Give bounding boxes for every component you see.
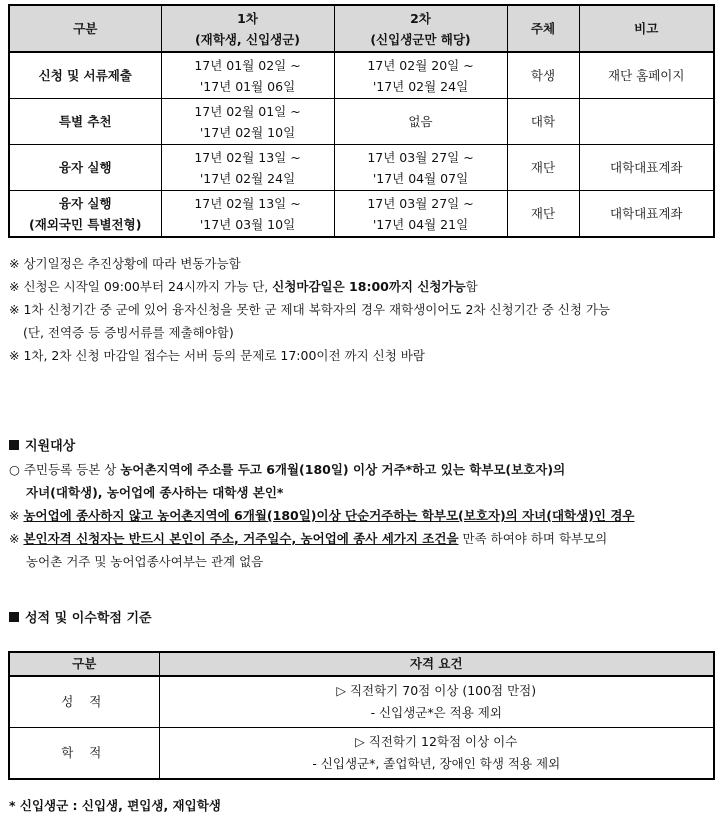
note-deadline-emphasis: 신청마감일은 18:00까지 신청가능: [272, 279, 466, 294]
eligibility-line: 농어촌 거주 및 농어업종사여부는 관계 없음: [26, 554, 264, 569]
note-mark: ※: [9, 508, 24, 523]
period-end: '17년 01월 06일: [199, 78, 296, 94]
note-deadline-server: ※ 1차, 2차 신청 마감일 접수는 서버 등의 문제로 17:00이전 까지 신청 바람: [9, 348, 425, 363]
eligibility-emphasis: 농어촌지역에 주소를 두고 6개월(180일) 이상 거주*하고 있는 학부모(보호자)의: [120, 462, 566, 477]
requirement-exception: - 신입생군*은 적용 제외: [370, 705, 502, 720]
remarks-cell: 재단 홈페이지: [579, 52, 714, 99]
grades-header-row: [9, 652, 714, 676]
header-remarks: 비고: [579, 5, 714, 52]
eligibility-line: [9, 458, 715, 481]
requirement-main: ▷ 직전학기 12학점 이상 이수: [355, 734, 518, 749]
table-row: [9, 99, 714, 145]
section-heading-support: [9, 435, 75, 454]
period-start: 17년 02월 13일 ~: [194, 195, 301, 211]
subject-cell: 재단: [507, 145, 579, 191]
row-label-main: 융자 실행: [58, 195, 112, 211]
header-round2: [334, 5, 507, 52]
note-application-time: [9, 275, 715, 298]
row-label: 신청 및 서류제출: [9, 52, 161, 99]
remarks-cell: 대학대표계좌: [579, 191, 714, 238]
header-subject: 주체: [507, 5, 579, 52]
period-end: '17년 03월 10일: [199, 216, 296, 232]
period-start: 17년 02월 20일 ~: [367, 57, 474, 73]
eligibility-note: [9, 527, 715, 550]
eligibility-line: 자녀(대학생), 농어업에 종사하는 대학생 본인*: [26, 485, 284, 500]
eligibility-note: [9, 504, 715, 527]
table-row: [9, 676, 714, 728]
row-label-sub: (재외국민 특별전형): [29, 216, 142, 232]
row-label: 융자 실행: [9, 145, 161, 191]
note-military-proof: (단, 전역증 등 증빙서류를 제출해야함): [23, 325, 234, 340]
header-round2-title: 2차: [410, 10, 431, 26]
section-title: 지원대상: [25, 439, 76, 454]
row-label: [9, 191, 161, 238]
schedule-table: [8, 4, 715, 238]
remarks-cell: 대학대표계좌: [579, 145, 714, 191]
eligibility-emphasis: 본인자격 신청자는 반드시 본인이 주소, 거주일수, 농어업에 종사 세가지 조건을: [23, 531, 459, 546]
requirement-main: ▷ 직전학기 70점 이상 (100점 만점): [336, 683, 537, 698]
row-label: 특별 추천: [9, 99, 161, 145]
eligibility-text: 만족 하여야 하며 학부모의: [458, 531, 608, 546]
remarks-cell: [579, 99, 714, 145]
note-mark: ※: [9, 531, 24, 546]
section-heading-grades: [9, 607, 152, 626]
eligibility-emphasis: 농어업에 종사하지 않고 농어촌지역에 6개월(180일)이상 단순거주하는 학부모(보호자)의 자녀(대학생)인 경우: [23, 508, 635, 523]
square-bullet-icon: [9, 612, 19, 622]
schedule-notes: [9, 252, 715, 367]
round2-period: [334, 145, 507, 191]
period-end: '17년 02월 10일: [199, 124, 296, 140]
period-start: 17년 02월 13일 ~: [194, 149, 301, 165]
period-start: 17년 03월 27일 ~: [367, 195, 474, 211]
round1-period: [161, 99, 334, 145]
header-category: 구분: [9, 652, 159, 676]
note-schedule-change: ※ 상기일정은 추진상황에 따라 변동가능함: [9, 256, 241, 271]
round1-period: [161, 145, 334, 191]
subject-cell: 대학: [507, 99, 579, 145]
note-text: ※ 신청은 시작일 09:00부터 24시까지 가능 단,: [9, 279, 273, 294]
footnote-freshman-group: * 신입생군 : 신입생, 편입생, 재입학생: [9, 798, 221, 813]
round1-period: [161, 52, 334, 99]
table-row: [9, 191, 714, 238]
requirement-exception: - 신입생군*, 졸업학년, 장애인 학생 적용 제외: [312, 756, 561, 771]
period-end: '17년 02월 24일: [372, 78, 469, 94]
note-text: 함: [465, 279, 478, 294]
row-label: 성 적: [9, 676, 159, 728]
grades-table: [8, 651, 715, 780]
round2-period: [334, 191, 507, 238]
round2-period: [334, 52, 507, 99]
period-end: '17년 04월 21일: [372, 216, 469, 232]
row-label: 학 적: [9, 728, 159, 780]
round1-period: [161, 191, 334, 238]
table-row: [9, 52, 714, 99]
square-bullet-icon: [9, 440, 19, 450]
support-eligibility: [9, 458, 715, 573]
section-title: 성적 및 이수학점 기준: [25, 611, 152, 626]
table-row: [9, 145, 714, 191]
header-round1: [161, 5, 334, 52]
period-start: 17년 01월 02일 ~: [194, 57, 301, 73]
note-military-returnee: ※ 1차 신청기간 중 군에 있어 융자신청을 못한 군 제대 복학자의 경우 재학생이어도 2차 신청기간 중 신청 가능: [9, 302, 611, 317]
header-round2-sub: (신입생군만 해당): [370, 31, 471, 47]
header-round1-sub: (재학생, 신입생군): [194, 31, 301, 47]
header-round1-title: 1차: [237, 10, 258, 26]
schedule-header-row: [9, 5, 714, 52]
subject-cell: 재단: [507, 191, 579, 238]
eligibility-text: ○ 주민등록 등본 상: [9, 462, 121, 477]
header-category: 구분: [9, 5, 161, 52]
round2-period: 없음: [334, 99, 507, 145]
period-end: '17년 02월 24일: [199, 170, 296, 186]
subject-cell: 학생: [507, 52, 579, 99]
period-start: 17년 03월 27일 ~: [367, 149, 474, 165]
header-requirement: 자격 요건: [159, 652, 714, 676]
requirement-cell: [159, 728, 714, 780]
period-end: '17년 04월 07일: [372, 170, 469, 186]
table-row: [9, 728, 714, 780]
requirement-cell: [159, 676, 714, 728]
period-start: 17년 02월 01일 ~: [194, 103, 301, 119]
